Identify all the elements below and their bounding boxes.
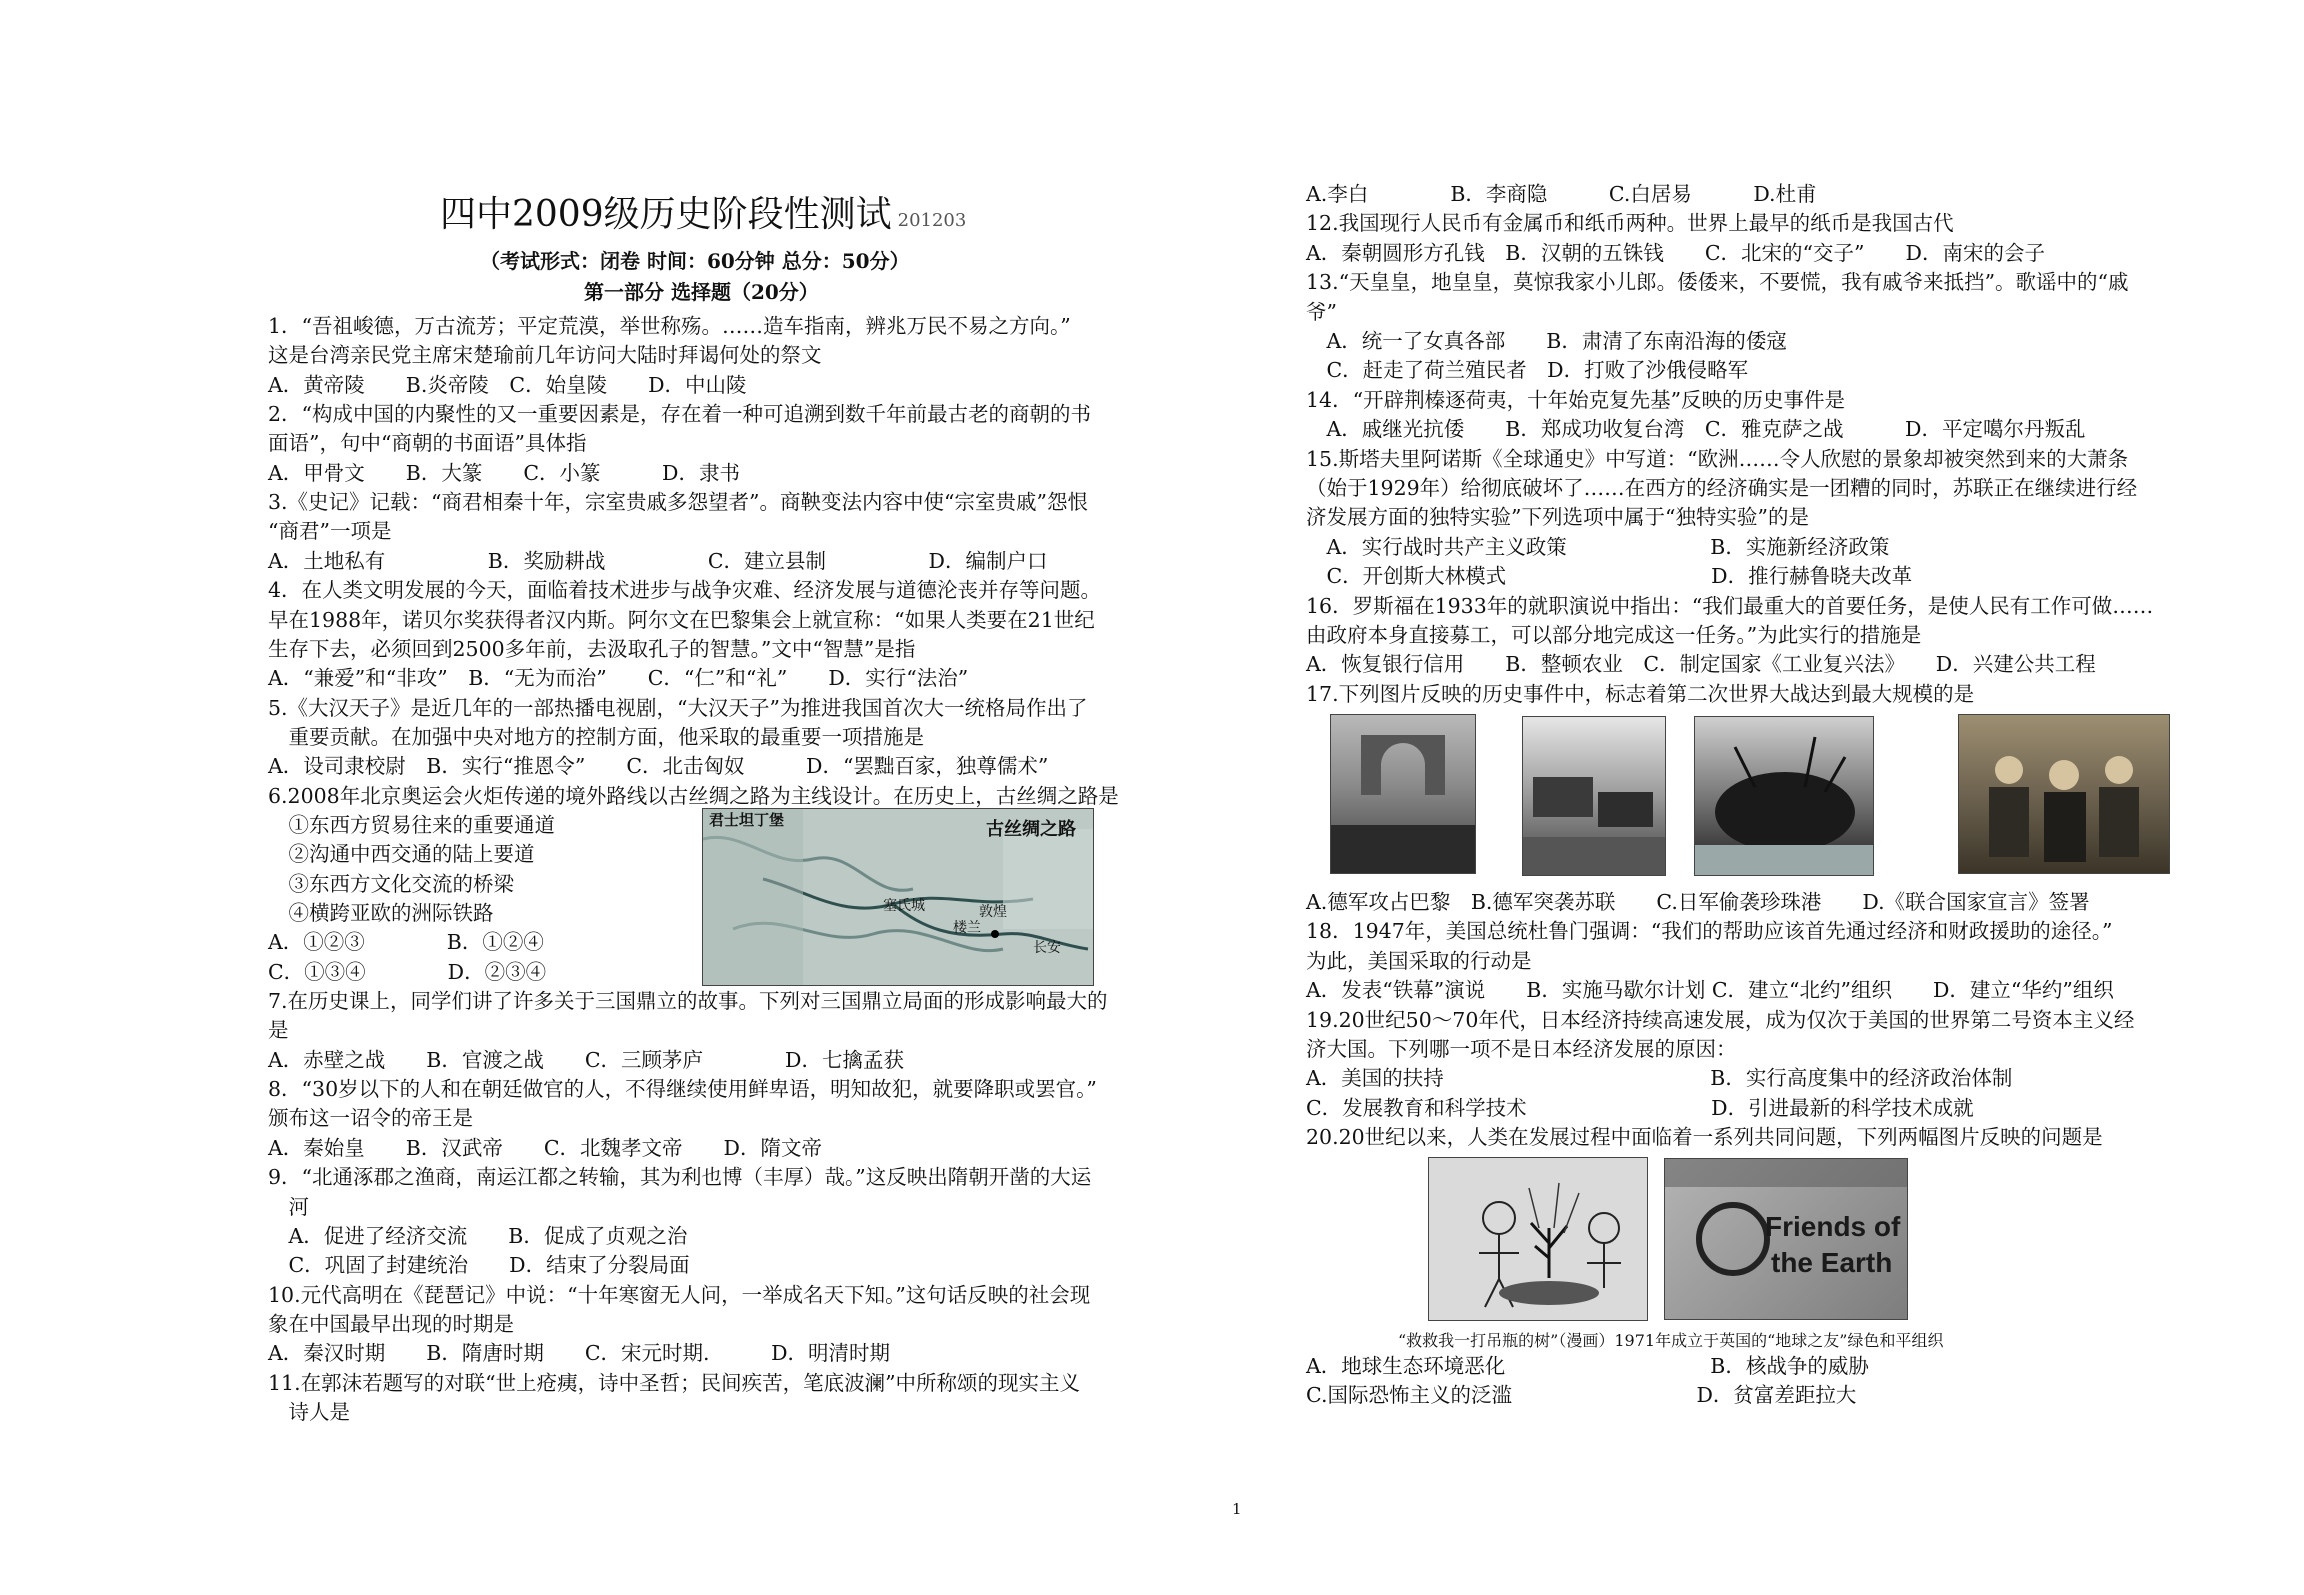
right-text-a-line: 14．“开辟荆榛逐荷夷，十年始克复先基”反映的历史事件是 [1306,387,1846,412]
arch-shape [1331,715,1475,873]
right-text-c-line: A．地球生态环境恶化 B．核战争的威胁 [1306,1354,1869,1378]
left-text-line: A．秦始皇 B．汉武帝 C．北魏孝文帝 D．隋文帝 [268,1135,822,1160]
left-text-line: 7.在历史课上，同学们讲了许多关于三国鼎立的故事。下列对三国鼎立局面的形成影响最大的 [268,989,1108,1014]
right-text-b-line: A．美国的扶持 B．实行高度集中的经济政治体制 [1306,1066,2013,1091]
left-text-line: 11.在郭沫若题写的对联“世上疮痍，诗中圣哲；民间疾苦，笔底波澜”中所称颂的现实主义 [268,1370,1081,1395]
left-text-line: 河 [268,1194,309,1219]
left-text-line: 生存下去，必须回到2500多年前，去汲取孔子的智慧。”文中“智慧”是指 [268,636,916,661]
left-text-line: 6.2008年北京奥运会火炬传递的境外路线以古丝绸之路为主线设计。在历史上，古丝绸之路是 [268,783,1119,808]
page-number: 1 [1232,1500,1242,1518]
silk-road-map [702,808,1094,986]
right-text-a-line: （始于1929年）给彻底破坏了……在西方的经济确实是一团糟的同时，苏联正在继续进行经 [1306,476,2138,500]
map-label-top: 君士坦丁堡 [709,811,785,829]
left-text-line: ③东西方文化交流的桥梁 [268,871,514,896]
right-text-a-line: 济发展方面的独特实验”下列选项中属于“独特实验”的是 [1306,505,1809,530]
left-text-line: 颁布这一诏令的帝王是 [268,1106,473,1131]
cartoon-drawing [1429,1158,1647,1320]
left-text-line: 3.《史记》记载：“商君相秦十年，宗室贵戚多怨望者”。商鞅变法内容中使“宗室贵戚”怨恨 [268,490,1088,515]
right-text-a-line: 爷” [1306,299,1337,324]
map-label-changan: 长安 [1033,940,1061,956]
left-text-line: A．土地私有 B．奖励耕战 C．建立县制 D．编制户口 [268,548,1048,573]
right-text-b-line: 济大国。下列哪一项不是日本经济发展的原因： [1306,1037,1737,1061]
right-text-a-line: 16．罗斯福在1933年的就职演说中指出：“我们最重大的首要任务，是使人民有工作可做…… [1306,593,2154,618]
right-text-a-line: A．恢复银行信用 B．整顿农业 C．制定国家《工业复兴法》 D．兴建公共工程 [1306,652,2096,677]
left-text-line: “商君”一项是 [268,519,392,544]
cartoon-tree [1428,1157,1648,1321]
right-text-a-line: A．统一了女真各部 B．肃清了东南沿海的倭寇 [1306,329,1787,353]
photo-pearl-harbor [1694,716,1874,876]
right-text-a-line: A.李白 B．李商隐 C.白居易 D.杜甫 [1306,182,1817,206]
left-text-line: 10.元代高明在《琵琶记》中说：“十年寒窗无人问，一举成名天下知。”这句话反映的社会现 [268,1282,1091,1307]
left-text-line: 1．“吾祖峻德，万古流芳；平定荒漠，举世称殇。……造车指南，辨兆万民不易之方向。” [268,314,1071,338]
right-text-a-line: 13.“天皇皇，地皇皇，莫惊我家小儿郎。倭倭来，不要慌，我有戚爷来抵挡”。歌谣中的“戚 [1306,270,2129,295]
left-text-line: A．秦汉时期 B．隋唐时期 C．宋元时期. D．明清时期 [268,1341,891,1366]
right-text-a-line: 15.斯塔夫里阿诺斯《全球通史》中写道：“欧洲……令人欣慰的景象却被突然到来的大萧条 [1306,446,2129,471]
fig20-caption: “救救我一打吊瓶的树”（漫画）1971年成立于英国的“地球之友”绿色和平组织 [1398,1331,1944,1350]
left-text-line: A．甲骨文 B．大篆 C．小篆 D．隶书 [268,460,740,485]
left-text-line: 象在中国最早出现的时期是 [268,1311,514,1336]
left-text-line: 这是台湾亲民党主席宋楚瑜前几年访问大陆时拜谒何处的祭文 [268,343,822,368]
left-text-line: 5.《大汉天子》是近几年的一部热播电视剧，“大汉天子”为推进我国首次大一统格局作出了 [268,695,1088,720]
right-text-a-line: 由政府本身直接募工，可以部分地完成这一任务。”为此实行的措施是 [1306,623,1922,647]
right-text-b-line: 19.20世纪50～70年代，日本经济持续高速发展，成为仅次于美国的世界第二号资本主义经 [1306,1007,2135,1032]
left-text-line: 4．在人类文明发展的今天，面临着技术进步与战争灾难、经济发展与道德沦丧并存等问题。 [268,578,1102,603]
friends-of-earth-poster [1664,1158,1908,1320]
map-label-loulan: 楼兰 [953,920,981,936]
left-text-line: C．①③④ D．②③④ [268,959,547,984]
left-text-line: 是 [268,1018,289,1043]
left-text-line: C．巩固了封建统治 D．结束了分裂局面 [268,1253,690,1278]
right-text-b-line: C．发展教育和科学技术 D．引进最新的科学技术成就 [1306,1095,1974,1120]
left-text-line: 2．“构成中国的内聚性的又一重要因素是，存在着一种可追溯到数千年前最古老的商朝的书 [268,402,1092,427]
map-label-city4: 塞氏城 [883,898,925,914]
left-text-line: 诗人是 [268,1399,350,1424]
right-text-b-line: 20.20世纪以来，人类在发展过程中面临着一系列共同问题，下列两幅图片反映的问题是 [1306,1125,2103,1150]
left-text-line: A．“兼爱”和“非攻” B．“无为而治” C．“仁”和“礼” D．实行“法治” [268,666,969,691]
photo-un-declaration [1958,714,2170,874]
section-heading: 第一部分 选择题（20分） [584,280,819,304]
left-text-line: 面语”，句中“商朝的书面语”具体指 [268,431,587,456]
right-text-c-line: C.国际恐怖主义的泛滥 D．贫富差距拉大 [1306,1383,1857,1408]
people-shape [1959,715,2169,873]
title-code: 201203 [897,210,967,231]
left-text-line: ①东西方贸易往来的重要通道 [268,812,555,837]
right-text-b-line: A.德军攻占巴黎 B.德军突袭苏联 C.日军偷袭珍珠港 D.《联合国家宣言》签署 [1306,890,2090,914]
right-text-a-line: C．开创斯大林模式 D．推行赫鲁晓夫改革 [1306,564,1913,589]
left-text-line: ②沟通中西交通的陆上要道 [268,842,535,867]
photo-paris [1330,714,1476,874]
poster-text-line1: Friends of [1765,1211,1901,1242]
photo-soviet [1522,716,1666,876]
left-text-line: 8．“30岁以下的人和在朝廷做官的人，不得继续使用鲜卑语，明知故犯，就要降职或罢官。” [268,1077,1097,1102]
right-text-a-line: A．实行战时共产主义政策 B．实施新经济政策 [1306,534,1890,559]
right-text-a-line: A．戚继光抗倭 B．郑成功收复台湾 C．雅克萨之战 D．平定噶尔丹叛乱 [1306,417,2086,442]
left-text-line: 早在1988年，诺贝尔奖获得者汉内斯。阿尔文在巴黎集会上就宣称：“如果人类要在21世纪 [268,607,1095,632]
smoke-shape [1695,717,1873,875]
poster-text-line2: the Earth [1771,1247,1893,1278]
left-text-line: 9．“北通涿郡之渔商，南运江都之转输，其为利也博（丰厚）哉。”这反映出隋朝开凿的大运 [268,1165,1092,1190]
map-label-title: 古丝绸之路 [986,819,1076,840]
right-text-a-line: 17.下列图片反映的历史事件中，标志着第二次世界大战达到最大规模的是 [1306,681,1975,706]
right-text-b-line: A．发表“铁幕”演说 B．实施马歇尔计划 C．建立“北约”组织 D．建立“华约”组织 [1306,978,2114,1003]
title-text: 四中2009级历史阶段性测试 [440,194,892,235]
page-title [440,186,966,237]
left-text-line: 重要贡献。在加强中央对地方的控制方面，他采取的最重要一项措施是 [268,724,924,749]
left-text-line: ④横跨亚欧的洲际铁路 [268,901,494,925]
exam-info: （考试形式：闭卷 时间：60分钟 总分：50分） [480,249,910,273]
right-text-a-line: 12.我国现行人民币有金属币和纸币两种。世界上最早的纸币是我国古代 [1306,211,1954,236]
left-text-line: A．①②③ B．①②④ [268,930,544,955]
left-text-line: A．促进了经济交流 B．促成了贞观之治 [268,1223,688,1248]
left-text-line: A．设司隶校尉 B．实行“推恩令” C．北击匈奴 D．“罢黜百家，独尊儒术” [268,754,1049,779]
right-text-a-line: A．秦朝圆形方孔钱 B．汉朝的五铢钱 C．北宋的“交子” D．南宋的会子 [1306,240,2045,265]
left-text-line: A．黄帝陵 B.炎帝陵 C．始皇陵 D．中山陵 [268,372,747,397]
right-text-b-line: 为此，美国采取的行动是 [1306,948,1532,973]
tanks-shape [1523,717,1665,875]
right-text-a-line: C．赶走了荷兰殖民者 D．打败了沙俄侵略军 [1306,358,1749,383]
map-label-dunhuang: 敦煌 [979,904,1007,920]
right-text-b-line: 18．1947年，美国总统杜鲁门强调：“我们的帮助应该首先通过经济和财政援助的途径。” [1306,919,2113,944]
left-text-line: A．赤壁之战 B．官渡之战 C．三顾茅庐 D．七擒孟获 [268,1047,904,1072]
